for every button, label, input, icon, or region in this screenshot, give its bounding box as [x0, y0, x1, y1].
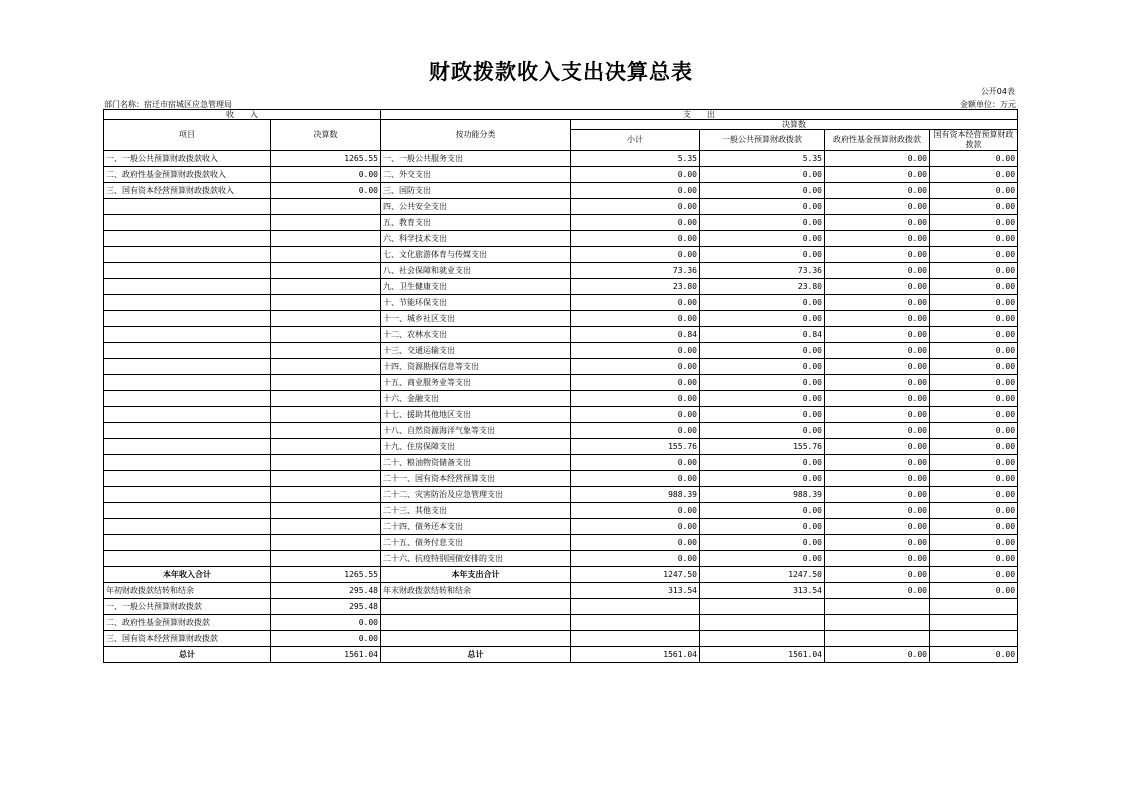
expense-general: 73.36: [700, 263, 825, 279]
income-value: 1265.55: [271, 151, 381, 167]
fund-budget-header: 政府性基金预算财政拨款: [825, 130, 930, 151]
income-value: [271, 263, 381, 279]
income-value: [271, 423, 381, 439]
income-value: [271, 311, 381, 327]
grand-left-label: 总计: [104, 647, 271, 663]
expense-fund: 0.00: [825, 519, 930, 535]
table-row: [104, 455, 1018, 471]
grand-subtotal: 1561.04: [571, 647, 700, 663]
expense-state: 0.00: [930, 263, 1018, 279]
end-carry-state: 0.00: [930, 583, 1018, 599]
expense-general: 0.00: [700, 503, 825, 519]
expense-state: 0.00: [930, 359, 1018, 375]
table-row: [104, 503, 1018, 519]
expense-fund: 0.00: [825, 439, 930, 455]
expense-fund: 0.00: [825, 327, 930, 343]
expense-state: 0.00: [930, 439, 1018, 455]
table-row: [104, 215, 1018, 231]
expense-state: 0.00: [930, 375, 1018, 391]
empty-cell: [571, 615, 700, 631]
expense-state: 0.00: [930, 327, 1018, 343]
expense-fund: 0.00: [825, 167, 930, 183]
empty-cell: [571, 599, 700, 615]
end-carry-subtotal: 313.54: [571, 583, 700, 599]
income-item: [104, 359, 271, 375]
expense-fund: 0.00: [825, 215, 930, 231]
income-value: [271, 471, 381, 487]
expense-general: 0.00: [700, 215, 825, 231]
expense-subtotal: 0.84: [571, 327, 700, 343]
expense-general: 988.39: [700, 487, 825, 503]
table-row: [104, 535, 1018, 551]
table-row: [104, 295, 1018, 311]
expense-subtotal: 0.00: [571, 551, 700, 567]
carry-detail-value: 0.00: [271, 631, 381, 647]
begin-carry-label: 年初财政拨款结转和结余: [104, 583, 271, 599]
expense-subtotal: 0.00: [571, 247, 700, 263]
expense-subtotal: 0.00: [571, 183, 700, 199]
expense-general: 0.00: [700, 519, 825, 535]
expense-fund: 0.00: [825, 359, 930, 375]
func-class-header: 按功能分类: [381, 120, 571, 151]
income-total-label: 本年收入合计: [104, 567, 271, 583]
expense-fund: 0.00: [825, 343, 930, 359]
income-item: [104, 487, 271, 503]
table-row: [104, 471, 1018, 487]
expense-state: 0.00: [930, 535, 1018, 551]
expense-state: 0.00: [930, 151, 1018, 167]
table-row: [104, 327, 1018, 343]
expense-item: 七、文化旅游体育与传媒支出: [381, 247, 571, 263]
expense-general: 155.76: [700, 439, 825, 455]
table-row: [104, 407, 1018, 423]
expense-general: 0.00: [700, 311, 825, 327]
empty-cell: [700, 599, 825, 615]
table-row: [104, 183, 1018, 199]
expense-subtotal: 0.00: [571, 199, 700, 215]
income-item: [104, 279, 271, 295]
total-row: [104, 567, 1018, 583]
carry-detail-row: [104, 599, 1018, 615]
expense-item: 四、公共安全支出: [381, 199, 571, 215]
expense-subtotal: 0.00: [571, 231, 700, 247]
page-title: 财政拨款收入支出决算总表: [429, 59, 693, 84]
expense-item: 三、国防支出: [381, 183, 571, 199]
expense-general: 0.00: [700, 295, 825, 311]
expense-subtotal: 0.00: [571, 391, 700, 407]
grand-general: 1561.04: [700, 647, 825, 663]
expense-general: 5.35: [700, 151, 825, 167]
expense-state: 0.00: [930, 455, 1018, 471]
income-value: [271, 247, 381, 263]
state-capital-header: 国有资本经营预算财政拨款: [930, 130, 1018, 151]
expense-fund: 0.00: [825, 535, 930, 551]
expense-total-general: 1247.50: [700, 567, 825, 583]
department-name: 部门名称：宿迁市宿城区应急管理局: [104, 100, 232, 109]
empty-cell: [825, 631, 930, 647]
expense-item: 十七、援助其他地区支出: [381, 407, 571, 423]
begin-carry-value: 295.48: [271, 583, 381, 599]
expense-subtotal: 0.00: [571, 215, 700, 231]
income-item: [104, 215, 271, 231]
grand-right-label: 总计: [381, 647, 571, 663]
expense-total-subtotal: 1247.50: [571, 567, 700, 583]
expense-fund: 0.00: [825, 247, 930, 263]
expense-subtotal: 0.00: [571, 519, 700, 535]
expense-subtotal: 0.00: [571, 423, 700, 439]
income-item: [104, 199, 271, 215]
expense-item: 一、一般公共服务支出: [381, 151, 571, 167]
expense-state: 0.00: [930, 295, 1018, 311]
income-value: [271, 215, 381, 231]
expense-subtotal: 0.00: [571, 359, 700, 375]
expense-general: 0.00: [700, 391, 825, 407]
expense-fund: 0.00: [825, 279, 930, 295]
expense-item: 十二、农林水支出: [381, 327, 571, 343]
end-carry-fund: 0.00: [825, 583, 930, 599]
income-item: [104, 327, 271, 343]
end-carry-general: 313.54: [700, 583, 825, 599]
carry-detail-row: [104, 615, 1018, 631]
expense-item: 二十三、其他支出: [381, 503, 571, 519]
expense-item: 二十、粮油物资储备支出: [381, 455, 571, 471]
expense-state: 0.00: [930, 407, 1018, 423]
expense-fund: 0.00: [825, 471, 930, 487]
table-row: [104, 263, 1018, 279]
expense-state: 0.00: [930, 167, 1018, 183]
expense-item: 九、卫生健康支出: [381, 279, 571, 295]
income-item: [104, 519, 271, 535]
empty-cell: [381, 615, 571, 631]
expense-state: 0.00: [930, 423, 1018, 439]
income-item: [104, 439, 271, 455]
expense-fund: 0.00: [825, 551, 930, 567]
item-header: 项目: [104, 120, 271, 151]
expense-state: 0.00: [930, 279, 1018, 295]
expense-fund: 0.00: [825, 407, 930, 423]
end-carry-label: 年末财政拨款结转和结余: [381, 583, 571, 599]
expense-general: 0.00: [700, 551, 825, 567]
table-row: [104, 199, 1018, 215]
expense-item: 十一、城乡社区支出: [381, 311, 571, 327]
grand-total-row: [104, 647, 1018, 663]
carry-detail-label: 二、政府性基金预算财政拨款: [104, 615, 271, 631]
expense-item: 十、节能环保支出: [381, 295, 571, 311]
income-item: [104, 391, 271, 407]
expense-subtotal: 155.76: [571, 439, 700, 455]
empty-cell: [381, 599, 571, 615]
expense-item: 二十四、债务还本支出: [381, 519, 571, 535]
expense-state: 0.00: [930, 551, 1018, 567]
expense-state: 0.00: [930, 231, 1018, 247]
expense-state: 0.00: [930, 311, 1018, 327]
table-row: [104, 391, 1018, 407]
income-value: [271, 199, 381, 215]
expense-subtotal: 0.00: [571, 295, 700, 311]
income-value: [271, 343, 381, 359]
carry-detail-value: 0.00: [271, 615, 381, 631]
empty-cell: [700, 631, 825, 647]
expense-general: 0.00: [700, 423, 825, 439]
expense-subtotal: 0.00: [571, 343, 700, 359]
final-header: 决算数: [571, 120, 1018, 130]
expense-item: 六、科学技术支出: [381, 231, 571, 247]
income-item: [104, 311, 271, 327]
table-row: [104, 311, 1018, 327]
table-row: [104, 231, 1018, 247]
expense-item: 二十六、抗疫特别国债安排的支出: [381, 551, 571, 567]
carry-row: [104, 583, 1018, 599]
expense-general: 0.00: [700, 407, 825, 423]
income-item: [104, 535, 271, 551]
expense-subtotal: 0.00: [571, 311, 700, 327]
expense-item: 十八、自然资源海洋气象等支出: [381, 423, 571, 439]
carry-detail-label: 三、国有资本经营预算财政拨款: [104, 631, 271, 647]
expense-fund: 0.00: [825, 503, 930, 519]
income-value: 0.00: [271, 167, 381, 183]
income-item: [104, 551, 271, 567]
expense-header: 支 出: [381, 110, 1018, 120]
income-item: [104, 231, 271, 247]
income-value: [271, 295, 381, 311]
table-row: [104, 551, 1018, 567]
expense-subtotal: 5.35: [571, 151, 700, 167]
table-row: [104, 487, 1018, 503]
expense-general: 0.84: [700, 327, 825, 343]
income-item: [104, 295, 271, 311]
expense-item: 二十二、灾害防治及应急管理支出: [381, 487, 571, 503]
table-row: [104, 151, 1018, 167]
header-row-2: [104, 120, 1018, 130]
expense-general: 0.00: [700, 375, 825, 391]
expense-state: 0.00: [930, 503, 1018, 519]
income-item: 三、国有资本经营预算财政拨款收入: [104, 183, 271, 199]
table-row: [104, 423, 1018, 439]
expense-fund: 0.00: [825, 487, 930, 503]
empty-cell: [700, 615, 825, 631]
expense-item: 十三、交通运输支出: [381, 343, 571, 359]
expense-state: 0.00: [930, 391, 1018, 407]
empty-cell: [930, 631, 1018, 647]
expense-general: 0.00: [700, 359, 825, 375]
expense-subtotal: 0.00: [571, 471, 700, 487]
income-value: [271, 279, 381, 295]
table-row: [104, 279, 1018, 295]
expense-item: 十九、住房保障支出: [381, 439, 571, 455]
income-value: [271, 535, 381, 551]
expense-total-state: 0.00: [930, 567, 1018, 583]
expense-total-fund: 0.00: [825, 567, 930, 583]
expense-general: 0.00: [700, 455, 825, 471]
income-item: [104, 375, 271, 391]
carry-detail-body: [104, 599, 1018, 647]
expense-state: 0.00: [930, 199, 1018, 215]
table-row: [104, 439, 1018, 455]
expense-total-label: 本年支出合计: [381, 567, 571, 583]
income-header: 收 入: [104, 110, 381, 120]
income-item: [104, 423, 271, 439]
expense-general: 0.00: [700, 471, 825, 487]
expense-state: 0.00: [930, 471, 1018, 487]
income-value: [271, 503, 381, 519]
expense-fund: 0.00: [825, 375, 930, 391]
expense-fund: 0.00: [825, 423, 930, 439]
expense-fund: 0.00: [825, 231, 930, 247]
income-value: [271, 439, 381, 455]
header-row-1: [104, 110, 1018, 120]
income-item: 二、政府性基金预算财政拨款收入: [104, 167, 271, 183]
carry-detail-label: 一、一般公共预算财政拨款: [104, 599, 271, 615]
income-value: 0.00: [271, 183, 381, 199]
table-row: [104, 343, 1018, 359]
income-value: [271, 487, 381, 503]
expense-fund: 0.00: [825, 295, 930, 311]
expense-item: 十四、资源勘探信息等支出: [381, 359, 571, 375]
expense-state: 0.00: [930, 487, 1018, 503]
expense-subtotal: 23.80: [571, 279, 700, 295]
income-value: [271, 551, 381, 567]
expense-subtotal: 988.39: [571, 487, 700, 503]
expense-subtotal: 0.00: [571, 407, 700, 423]
table-row: [104, 247, 1018, 263]
expense-fund: 0.00: [825, 391, 930, 407]
income-item: [104, 263, 271, 279]
amount-header: 决算数: [271, 120, 381, 151]
expense-fund: 0.00: [825, 183, 930, 199]
expense-general: 0.00: [700, 183, 825, 199]
income-item: [104, 455, 271, 471]
expense-subtotal: 0.00: [571, 375, 700, 391]
table-body: [104, 151, 1018, 567]
income-value: [271, 375, 381, 391]
income-value: [271, 327, 381, 343]
subtotal-header: 小计: [571, 130, 700, 151]
expense-state: 0.00: [930, 215, 1018, 231]
expense-general: 0.00: [700, 167, 825, 183]
expense-item: 二十五、债务付息支出: [381, 535, 571, 551]
expense-state: 0.00: [930, 343, 1018, 359]
empty-cell: [930, 599, 1018, 615]
expense-general: 0.00: [700, 343, 825, 359]
expense-general: 23.80: [700, 279, 825, 295]
table-row: [104, 375, 1018, 391]
expense-general: 0.00: [700, 231, 825, 247]
general-budget-header: 一般公共预算财政拨款: [700, 130, 825, 151]
income-item: [104, 407, 271, 423]
expense-fund: 0.00: [825, 199, 930, 215]
income-total-value: 1265.55: [271, 567, 381, 583]
carry-detail-value: 295.48: [271, 599, 381, 615]
table-row: [104, 167, 1018, 183]
amount-unit: 金额单位：万元: [960, 100, 1016, 109]
expense-subtotal: 73.36: [571, 263, 700, 279]
expense-item: 二十一、国有资本经营预算支出: [381, 471, 571, 487]
form-number: 公开04表: [980, 87, 1015, 96]
income-value: [271, 519, 381, 535]
expense-general: 0.00: [700, 535, 825, 551]
income-value: [271, 407, 381, 423]
expense-subtotal: 0.00: [571, 167, 700, 183]
expense-state: 0.00: [930, 519, 1018, 535]
expense-item: 二、外交支出: [381, 167, 571, 183]
income-value: [271, 391, 381, 407]
income-value: [271, 359, 381, 375]
grand-fund: 0.00: [825, 647, 930, 663]
expense-subtotal: 0.00: [571, 503, 700, 519]
expense-state: 0.00: [930, 183, 1018, 199]
expense-general: 0.00: [700, 247, 825, 263]
grand-state: 0.00: [930, 647, 1018, 663]
expense-fund: 0.00: [825, 311, 930, 327]
income-item: [104, 503, 271, 519]
expense-item: 五、教育支出: [381, 215, 571, 231]
income-value: [271, 231, 381, 247]
table-row: [104, 359, 1018, 375]
income-item: [104, 471, 271, 487]
grand-left-value: 1561.04: [271, 647, 381, 663]
empty-cell: [825, 615, 930, 631]
empty-cell: [571, 631, 700, 647]
income-item: 一、一般公共预算财政拨款收入: [104, 151, 271, 167]
carry-detail-row: [104, 631, 1018, 647]
expense-subtotal: 0.00: [571, 455, 700, 471]
expense-item: 十五、商业服务业等支出: [381, 375, 571, 391]
expense-fund: 0.00: [825, 455, 930, 471]
expense-subtotal: 0.00: [571, 535, 700, 551]
table-row: [104, 519, 1018, 535]
empty-cell: [381, 631, 571, 647]
expense-item: 八、社会保障和就业支出: [381, 263, 571, 279]
income-item: [104, 343, 271, 359]
appropriation-table: [103, 109, 1018, 663]
expense-item: 十六、金融支出: [381, 391, 571, 407]
expense-state: 0.00: [930, 247, 1018, 263]
expense-fund: 0.00: [825, 263, 930, 279]
income-value: [271, 455, 381, 471]
empty-cell: [825, 599, 930, 615]
empty-cell: [930, 615, 1018, 631]
income-item: [104, 247, 271, 263]
expense-fund: 0.00: [825, 151, 930, 167]
expense-general: 0.00: [700, 199, 825, 215]
